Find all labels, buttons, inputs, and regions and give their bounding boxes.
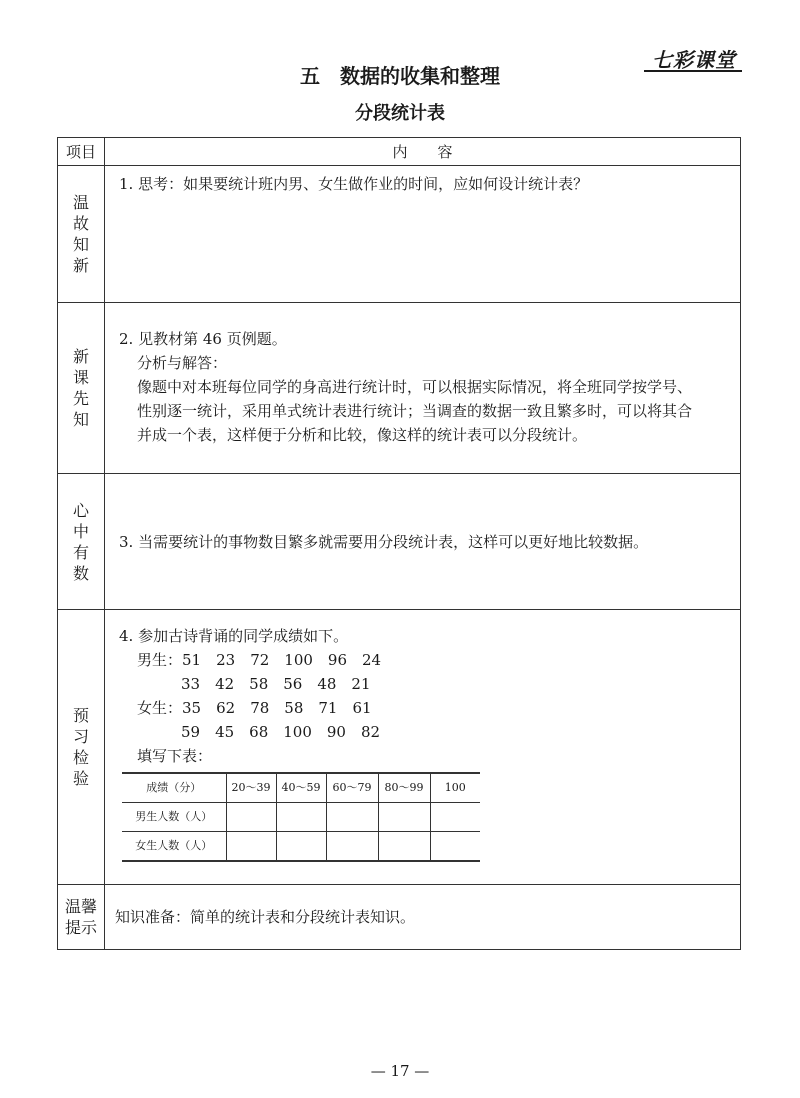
blank-cell[interactable] — [326, 832, 378, 862]
blank-cell[interactable] — [430, 803, 480, 832]
section-content — [105, 885, 741, 950]
analysis-heading: 分析与解答： — [137, 354, 228, 372]
boys-values: 51 23 72 100 96 24 — [182, 651, 382, 669]
section-label — [58, 166, 105, 303]
section-label — [58, 303, 105, 474]
section-content — [105, 610, 741, 885]
girls-count-row — [122, 832, 480, 862]
score-header-cell: 80～99 — [378, 773, 430, 803]
section-label — [58, 885, 105, 950]
header-row — [58, 138, 741, 166]
page-number: — 17 — — [370, 1062, 430, 1080]
section-label-text: 温馨提示 — [64, 897, 97, 937]
section-review — [58, 166, 741, 303]
boys-values: 33 42 58 56 48 21 — [181, 675, 371, 693]
question-3: 3. 当需要统计的事物数目繁多就需要用分段统计表，这样可以更好地比较数据。 — [119, 532, 649, 551]
section-label-text: 温故知新 — [72, 193, 89, 275]
blank-cell[interactable] — [378, 832, 430, 862]
section-label-text: 心中有数 — [72, 500, 89, 583]
score-header-cell: 20～39 — [226, 773, 276, 803]
blank-cell[interactable] — [226, 832, 276, 862]
boys-scores-row2 — [119, 672, 730, 696]
blank-cell[interactable] — [430, 832, 480, 862]
section-preview — [58, 303, 741, 474]
score-frequency-table — [122, 772, 480, 862]
section-content — [105, 474, 741, 610]
question-4: 4. 参加古诗背诵的同学成绩如下。 — [119, 627, 349, 645]
col-content-header: 内 容 — [105, 138, 741, 166]
brand-logo: 七彩课堂 — [652, 48, 736, 72]
score-header-cell: 100 — [430, 773, 480, 803]
girls-values: 59 45 68 100 90 82 — [181, 723, 381, 741]
blank-cell[interactable] — [276, 803, 326, 832]
worksheet-table — [57, 137, 741, 950]
col-label-header: 项目 — [58, 138, 105, 166]
section-content — [105, 166, 741, 303]
section-label-text: 新课先知 — [72, 347, 89, 429]
score-header-row — [122, 773, 480, 803]
tip-text: 知识准备：简单的统计表和分段统计表知识。 — [115, 908, 416, 926]
boys-label: 男生： — [137, 651, 183, 669]
section-check — [58, 610, 741, 885]
section-label — [58, 474, 105, 610]
analysis-line: 性别逐一统计，采用单式统计表进行统计；当调查的数据一致且繁多时，可以将其合 — [137, 402, 693, 420]
score-header-cell: 成绩（分） — [122, 773, 226, 803]
row-label: 女生人数（人） — [122, 832, 226, 862]
girls-scores-row1 — [119, 696, 730, 720]
row-label: 男生人数（人） — [122, 803, 226, 832]
blank-cell[interactable] — [226, 803, 276, 832]
boys-count-row — [122, 803, 480, 832]
section-tip — [58, 885, 741, 950]
analysis-line: 并成一个表，这样便于分析和比较，像这样的统计表可以分段统计。 — [137, 426, 588, 444]
blank-cell[interactable] — [326, 803, 378, 832]
girls-scores-row2 — [119, 720, 730, 744]
score-header-cell: 40～59 — [276, 773, 326, 803]
lesson-subtitle: 分段统计表 — [355, 103, 445, 124]
question-2: 2. 见教材第 46 页例题。 — [119, 330, 287, 348]
section-content — [105, 303, 741, 474]
question-1: 1. 思考：如果要统计班内男、女生做作业的时间，应如何设计统计表？ — [119, 175, 589, 193]
girls-values: 35 62 78 58 71 61 — [182, 699, 372, 717]
blank-cell[interactable] — [378, 803, 430, 832]
analysis-line: 像题中对本班每位同学的身高进行统计时，可以根据实际情况，将全班同学按学号、 — [137, 378, 693, 396]
score-header-cell: 60～79 — [326, 773, 378, 803]
girls-label: 女生： — [137, 699, 183, 717]
fill-prompt: 填写下表： — [137, 747, 213, 765]
chapter-title: 五 数据的收集和整理 — [300, 64, 500, 88]
boys-scores-row1 — [119, 648, 730, 672]
section-label-text: 预习检验 — [72, 706, 89, 788]
blank-cell[interactable] — [276, 832, 326, 862]
section-summary — [58, 474, 741, 610]
section-label — [58, 610, 105, 885]
